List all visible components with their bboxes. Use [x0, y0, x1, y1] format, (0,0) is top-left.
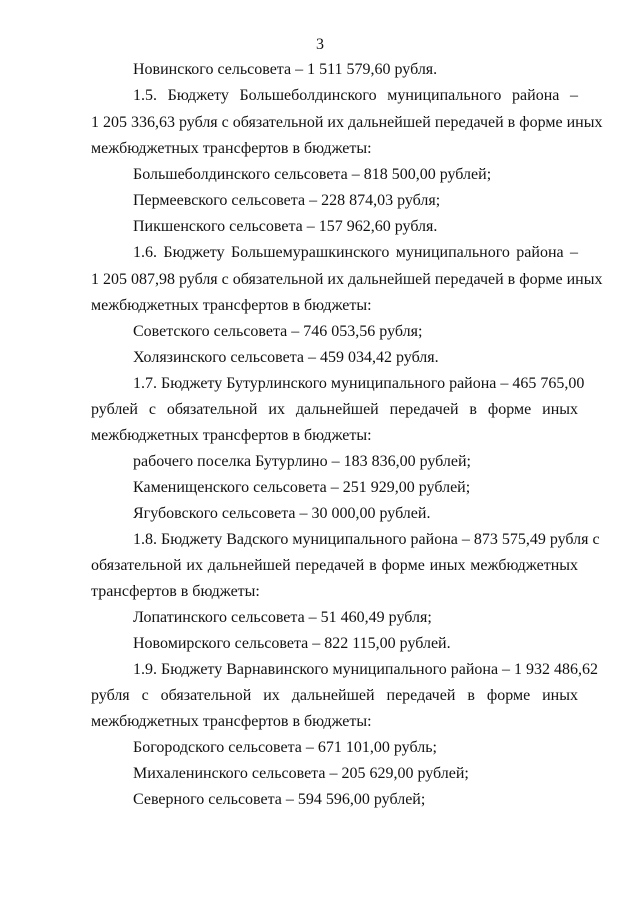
text-line: трансфертов в бюджеты: [91, 583, 260, 600]
text-line: Пермеевского сельсовета – 228 874,03 рубля; [133, 192, 441, 209]
text-line: Советского сельсовета – 746 053,56 рубля; [133, 323, 423, 340]
text-line: Новинского сельсовета – 1 511 579,60 рубля. [133, 61, 438, 78]
text-line: Пикшенского сельсовета – 157 962,60 рубля. [133, 218, 438, 235]
paragraph-1-6-start: 1.6. Бюджету Большемурашкинского муниципального района – [133, 244, 578, 261]
paragraph-1-9-start: 1.9. Бюджету Варнавинского муниципального района – 1 932 486,62 [133, 661, 599, 678]
text-line: рублей с обязательной их дальнейшей передачей в форме иных [91, 401, 578, 418]
text-line: Новомирского сельсовета – 822 115,00 рублей. [133, 635, 451, 652]
text-line: обязательной их дальнейшей передачей в форме иных межбюджетных [91, 557, 578, 574]
text-line: Богородского сельсовета – 671 101,00 рубль; [133, 739, 437, 756]
text-line: 1 205 336,63 рубля с обязательной их дальнейшей передачей в форме иных [91, 114, 603, 131]
text-line: Северного сельсовета – 594 596,00 рублей; [133, 791, 426, 808]
text-line: межбюджетных трансфертов в бюджеты: [91, 297, 372, 314]
text-line: рабочего поселка Бутурлино – 183 836,00 рублей; [133, 453, 471, 470]
text-line: Холязинского сельсовета – 459 034,42 рубля. [133, 349, 439, 366]
text-line: межбюджетных трансфертов в бюджеты: [91, 713, 372, 730]
page-number: 3 [316, 36, 324, 53]
text-line: Каменищенского сельсовета – 251 929,00 рублей; [133, 479, 471, 496]
text-line: 1 205 087,98 рубля с обязательной их дальнейшей передачей в форме иных [91, 271, 603, 288]
text-line: Лопатинского сельсовета – 51 460,49 рубля; [133, 609, 432, 626]
text-line: межбюджетных трансфертов в бюджеты: [91, 427, 372, 444]
text-line: Ягубовского сельсовета – 30 000,00 рублей. [133, 505, 431, 522]
paragraph-1-7-start: 1.7. Бюджету Бутурлинского муниципального района – 465 765,00 [133, 375, 585, 392]
paragraph-1-8-start: 1.8. Бюджету Вадского муниципального района – 873 575,49 рубля с [133, 531, 600, 548]
text-line: Большеболдинского сельсовета – 818 500,00 рублей; [133, 166, 492, 183]
paragraph-1-5-start: 1.5. Бюджету Большеболдинского муниципального района – [133, 87, 578, 104]
text-line: межбюджетных трансфертов в бюджеты: [91, 140, 372, 157]
text-line: Михаленинского сельсовета – 205 629,00 рублей; [133, 765, 469, 782]
text-line: рубля с обязательной их дальнейшей передачей в форме иных [91, 687, 578, 704]
